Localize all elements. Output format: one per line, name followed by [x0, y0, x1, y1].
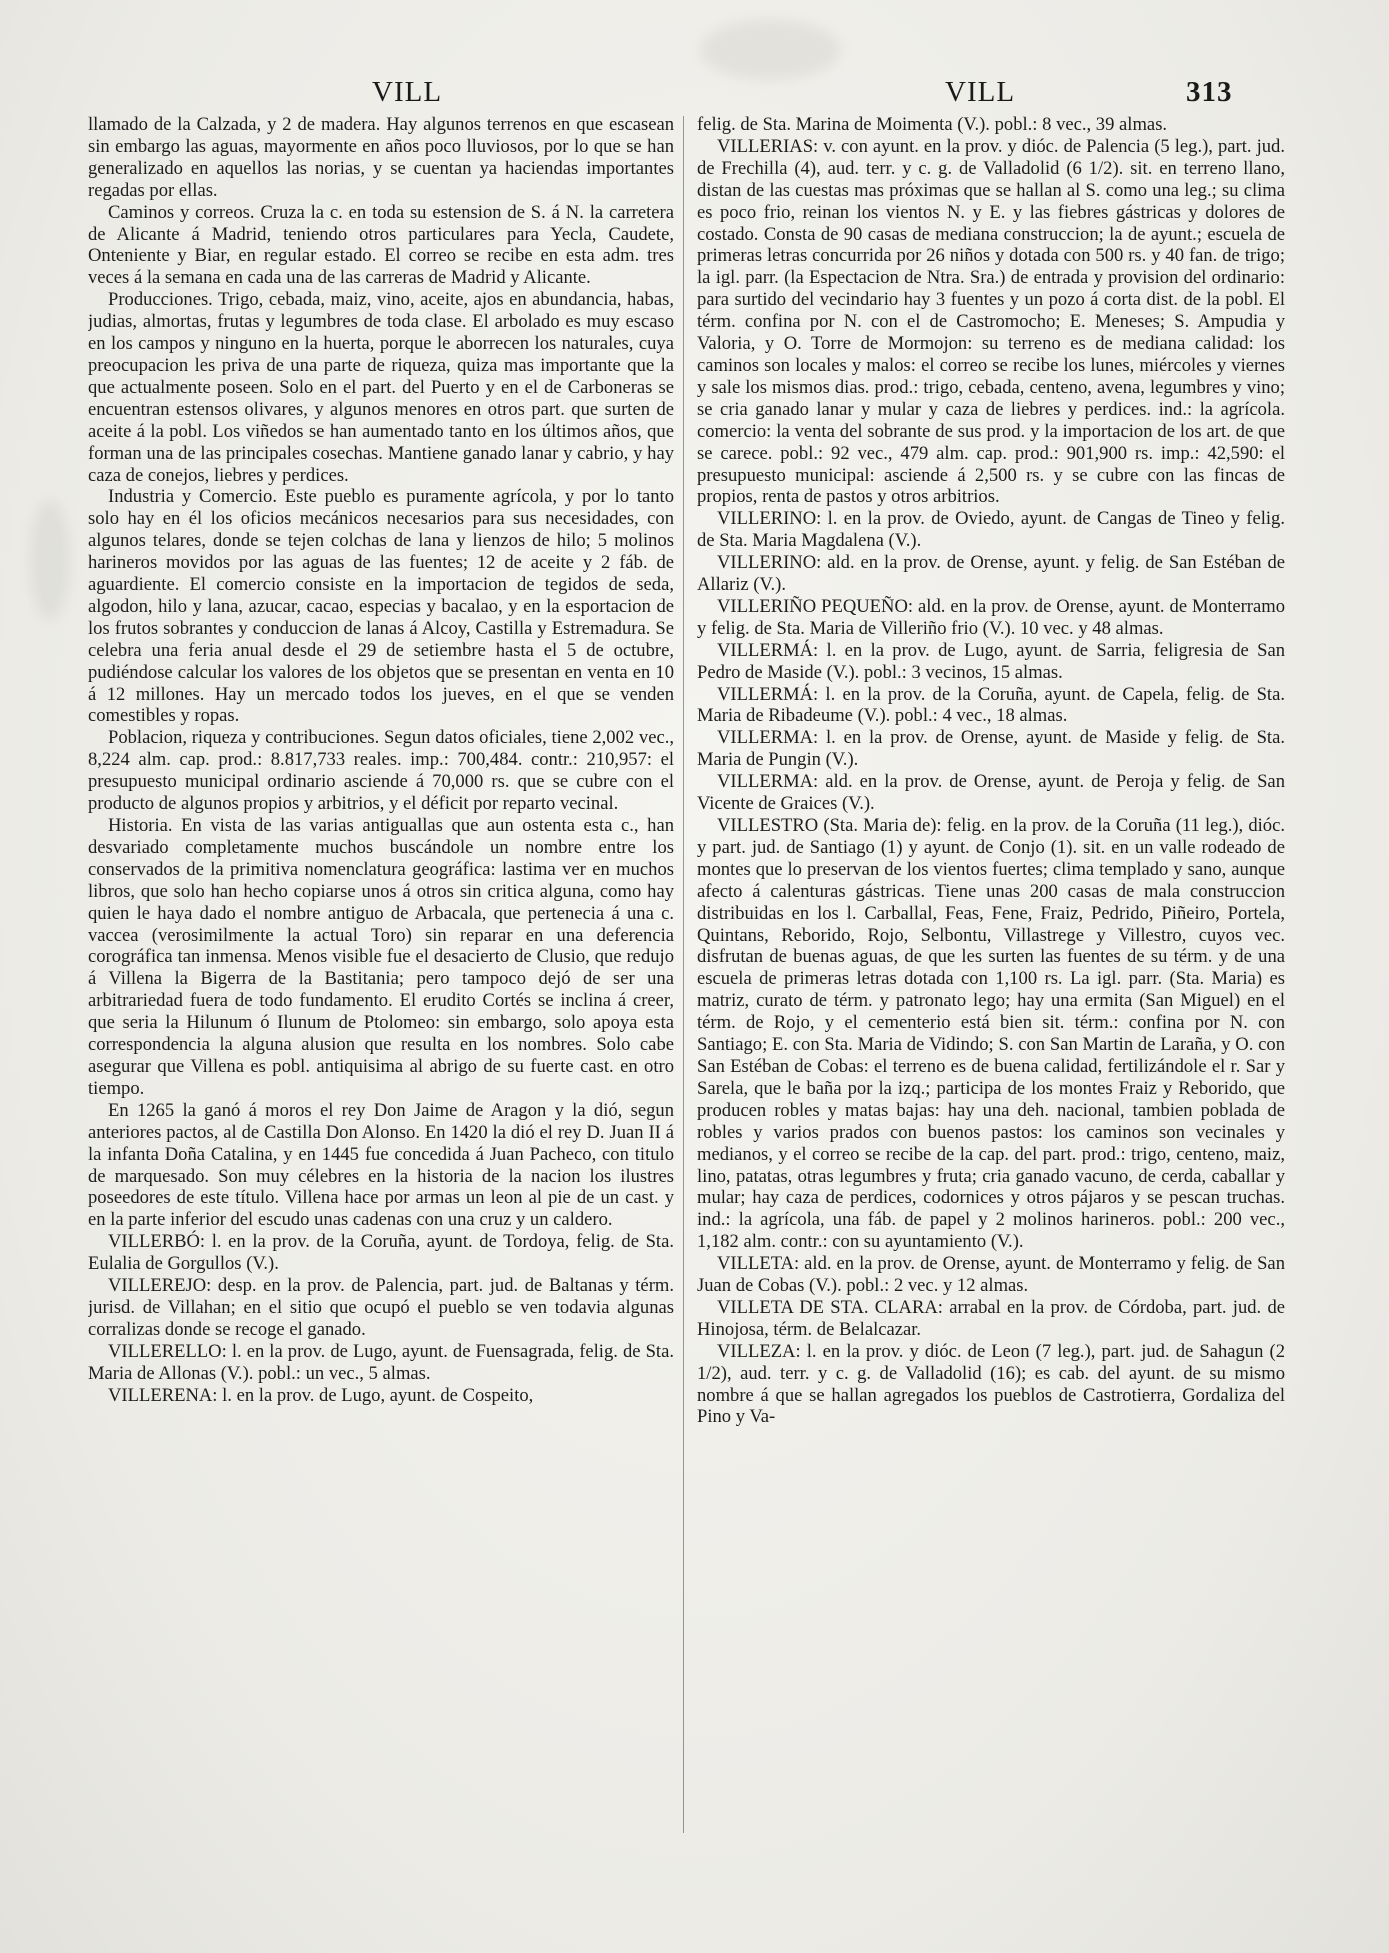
gazetteer-entry: VILLERELLO: l. en la prov. de Lugo, ayunt. de Fuensagrada, felig. de Sta. Maria de Allonas (V.). pobl.: un vec., 5 almas.: [88, 1340, 674, 1384]
gazetteer-entry: VILLEZA: l. en la prov. y dióc. de Leon (7 leg.), part. jud. de Sahagun (2 1/2), aud. terr. y c. g. de Valladolid (16); es cab. del ayunt. de su mismo nombre á que se hallan agregados los pueblos de Castrotierra, Gordaliza del Pino y Va-: [697, 1340, 1285, 1428]
paragraph: Poblacion, riqueza y contribuciones. Segun datos oficiales, tiene 2,002 vec., 8,224 alm. cap. prod.: 8.817,733 reales. imp.: 700,484. contr.: 210,957: el presupuesto municipal ordinario asciende á 70,000 rs. que se cubre con el producto de algunos propios y arbitrios, y el déficit por reparto vecinal.: [88, 727, 674, 815]
running-header-right: VILL: [945, 76, 1016, 108]
left-column: [88, 114, 674, 1833]
gazetteer-entry: VILLERMA: ald. en la prov. de Orense, ayunt. de Peroja y felig. de San Vicente de Graices (V.).: [697, 771, 1285, 815]
gazetteer-entry: VILLEREJO: desp. en la prov. de Palencia, part. jud. de Baltanas y térm. jurisd. de Villahan; en el sitio que ocupó el pueblo se ven todavia algunas corralizas donde se recoge el ganado.: [88, 1275, 674, 1340]
gazetteer-entry: VILLERMÁ: l. en la prov. de Lugo, ayunt. de Sarria, feligresia de San Pedro de Maside (V.). pobl.: 3 vecinos, 15 almas.: [697, 639, 1285, 683]
running-header-left: VILL: [372, 76, 443, 108]
ink-smudge: [700, 20, 840, 80]
gazetteer-entry: felig. de Sta. Marina de Moimenta (V.). pobl.: 8 vec., 39 almas.: [697, 114, 1168, 135]
column-divider: [683, 116, 684, 1833]
paragraph: llamado de la Calzada, y 2 de madera. Hay algunos terrenos en que escasean sin embargo las aguas, mayormente en años poco lluviosos, por lo que se han generalizado en aquellos las norias, y se cuentan ya haciendas importantes regadas por ellas.: [88, 114, 674, 201]
gazetteer-entry: VILLERIAS: v. con ayunt. en la prov. y dióc. de Palencia (5 leg.), part. jud. de Frechilla (4), aud. terr. y c. g. de Valladolid (6 1/2). sit. en terreno llano, distan de las cuestas mas próximas que se hallan al S. como una leg.; su clima es poco frio, reinan los vientos N. y E. y las fiebres gástricas y dolores de costado. Consta de 90 casas de mediana construccion; la de ayunt.; escuela de primeras letras concurrida por 26 niños y dotada con 500 rs. y 40 fan. de trigo; la igl. parr. (la Espectacion de Ntra. Sra.) de entrada y provision del ordinario: para surtido del vecindario hay 3 fuentes y un pozo á corta dist. de la pobl. El térm. confina por N. con el de Castromocho; E. Meneses; S. Ampudia y Valoria, y O. Torre de Mormojon: su terreno es de mediana calidad: los caminos son locales y malos: el correo se recibe los lunes, miércoles y viernes y sale los mismos dias. prod.: trigo, cebada, centeno, avena, legumbres y vino; se cria ganado lanar y mular y caza de liebres y perdices. ind.: la agrícola. comercio: la venta del sobrante de sus prod. y la importacion de los art. de que se carece. pobl.: 92 vec., 479 alm. cap. prod.: 901,900 rs. imp.: 42,590: el presupuesto municipal: asciende á 2,500 rs. y se cubre con las fincas de propios, renta de pastos y otros arbitrios.: [697, 135, 1285, 508]
gazetteer-entry: VILLERMA: l. en la prov. de Orense, ayunt. de Maside y felig. de Sta. Maria de Pungin (V.).: [697, 727, 1285, 771]
paragraph: Historia. En vista de las varias antiguallas que aun ostenta esta c., han desvariado completamente muchos buscándole un nombre entre los conservados de la primitiva nomenclatura geográfica: lastima ver en muchos libros, que solo han hecho copiarse unos á otros sin critica alguna, como hay quien le haya dado el nombre antiguo de Arbacala, que pertenecia á una c. vaccea (verosimilmente la actual Toro) sin reparar en una deferencia corográfica tan inmensa. Menos visible fue el desacierto de Clusio, que redujo á Villena la Bigerra de la Bastitania; pero tampoco dejó de ser una arbitrariedad fuera de todo fundamento. El erudito Cortés se inclina á creer, que seria la Hilunum ó Ilunum de Ptolomeo: sin embargo, solo apoya esta correspondencia la alguna alusion que resulta en los nombres. Solo cabe asegurar que Villena es pobl. antiquisima al abrigo de su fuerte cast. en otro tiempo.: [88, 815, 674, 1099]
paragraph: Industria y Comercio. Este pueblo es puramente agrícola, y por lo tanto solo hay en él los oficios mecánicos necesarios para sus necesidades, con algunos telares, donde se tejen colchas de lana y lienzos de hilo; 5 molinos harineros movidos por las aguas de las fuentes; 12 de aceite y 2 fáb. de aguardiente. El comercio consiste en la importacion de tegidos de seda, algodon, hilo y lana, azucar, cacao, especias y bacalao, y en la esportacion de los frutos sobrantes y conduccion de lanas á Alcoy, Castilla y Estremadura. Se celebra una feria anual desde el 29 de setiembre hasta el 5 de octubre, pudiéndose calcular los valores de los objetos que se presentan en venta en 10 á 12 millones. Hay un mercado todos los jueves, en el que se venden comestibles y ropas.: [88, 486, 674, 727]
gazetteer-entry: VILLERMÁ: l. en la prov. de la Coruña, ayunt. de Capela, felig. de Sta. Maria de Ribadeume (V.). pobl.: 4 vec., 18 almas.: [697, 683, 1285, 727]
paragraph: En 1265 la ganó á moros el rey Don Jaime de Aragon y la dió, segun anteriores pactos, al de Castilla Don Alonso. En 1420 la dió el rey D. Juan II á la infanta Doña Catalina, y en 1445 fue concedida á Juan Pacheco, con titulo de marquesado. Son muy célebres en la historia de la nacion los ilustres poseedores de este título. Villena hace por armas un leon al pie de un cast. y en la parte inferior del escudo unas cadenas con una cruz y un caldero.: [88, 1099, 674, 1231]
ink-smudge: [30, 500, 70, 620]
gazetteer-entry: VILLERINO: l. en la prov. de Oviedo, ayunt. de Cangas de Tineo y felig. de Sta. Maria Magdalena (V.).: [697, 508, 1285, 552]
paragraph: Producciones. Trigo, cebada, maiz, vino, aceite, ajos en abundancia, habas, judias, almortas, frutas y legumbres de toda clase. El arbolado es muy escaso en los campos y ninguno en la huerta, porque le aborrecen los naturales, cuya preocupacion les priva de una parte de riqueza, quiza mas importante que la que actualmente poseen. Solo en el part. del Puerto y en el de Carboneras se encuentran estensos olivares, y algunos menores en otros part. que surten de aceite á la pobl. Los viñedos se han aumentado tanto en los últimos años, que forman una de las principales cosechas. Mantiene ganado lanar y cabrio, y hay caza de conejos, liebres y perdices.: [88, 289, 674, 486]
gazetteer-entry: VILLERINO: ald. en la prov. de Orense, ayunt. y felig. de San Estéban de Allariz (V.).: [697, 552, 1285, 596]
gazetteer-entry: VILLERBÓ: l. en la prov. de la Coruña, ayunt. de Tordoya, felig. de Sta. Eulalia de Gorgullos (V.).: [88, 1231, 674, 1275]
gazetteer-entry: VILLERENA: l. en la prov. de Lugo, ayunt. de Cospeito,: [108, 1384, 534, 1406]
gazetteer-entry: VILLETA DE STA. CLARA: arrabal en la prov. de Córdoba, part. jud. de Hinojosa, térm. de Belalcazar.: [697, 1296, 1285, 1340]
gazetteer-entry: VILLETA: ald. en la prov. de Orense, ayunt. de Monterramo y felig. de San Juan de Cobas (V.). pobl.: 2 vec. y 12 almas.: [697, 1253, 1285, 1297]
gazetteer-entry: VILLESTRO (Sta. Maria de): felig. en la prov. de la Coruña (11 leg.), dióc. y part. jud. de Santiago (1) y ayunt. de Conjo (1). sit. en un valle rodeado de montes que lo preservan de los vientos fuertes; clima templado y sano, aunque afecto á calenturas gástricas. Tiene unas 200 casas de mala construccion distribuidas en los l. Carballal, Feas, Fene, Fraiz, Pedrido, Piñeiro, Portela, Quintans, Reborido, Rojo, Selbontu, Villastrege y Villestro, cuyos vec. disfrutan de buenas aguas, de que les surten las fuentes de su térm. y de una escuela de primeras letras dotada con 1,100 rs. La igl. parr. (Sta. Maria) es matriz, curato de térm. y patronato lego; hay una ermita (San Miguel) en el térm. de Rojo, y el cementerio está bien sit. térm.: confina por N. con Santiago; E. con Sta. Maria de Vidindo; S. con San Martin de Laraña, y O. con San Estéban de Cobas: el terreno es de buena calidad, fertilizándole el r. Sar y Sarela, que le baña por la izq.; participa de los montes Fraiz y Reborido, que producen robles y matas bajas: hay una deh. nacional, tambien poblada de robles y varios prados con buenos pastos: los caminos son vecinales y medianos, y el correo se recibe de la cap. del part. prod.: trigo, centeno, maiz, lino, patatas, otras legumbres y fruta; cria ganado vacuno, de cerda, caballar y mular; hay caza de perdices, codornices y otros pájaros y se pescan truchas. ind.: la agrícola, una fáb. de papel y 2 molinos harineros. pobl.: 200 vec., 1,182 alm. contr.: con su ayuntamiento (V.).: [697, 815, 1285, 1253]
paragraph: Caminos y correos. Cruza la c. en toda su estension de S. á N. la carretera de Alicante á Madrid, teniendo otros particulares para Yecla, Caudete, Onteniente y Biar, en regular estado. El correo se recibe en esta adm. tres veces á la semana en cada una de las carreras de Madrid y Alicante.: [88, 201, 674, 289]
right-column: [697, 114, 1285, 1833]
page-number: 313: [1186, 76, 1233, 108]
gazetteer-entry: VILLERIÑO PEQUEÑO: ald. en la prov. de Orense, ayunt. de Monterramo y felig. de Sta. Maria de Villeriño frio (V.). 10 vec. y 48 almas.: [697, 595, 1285, 639]
